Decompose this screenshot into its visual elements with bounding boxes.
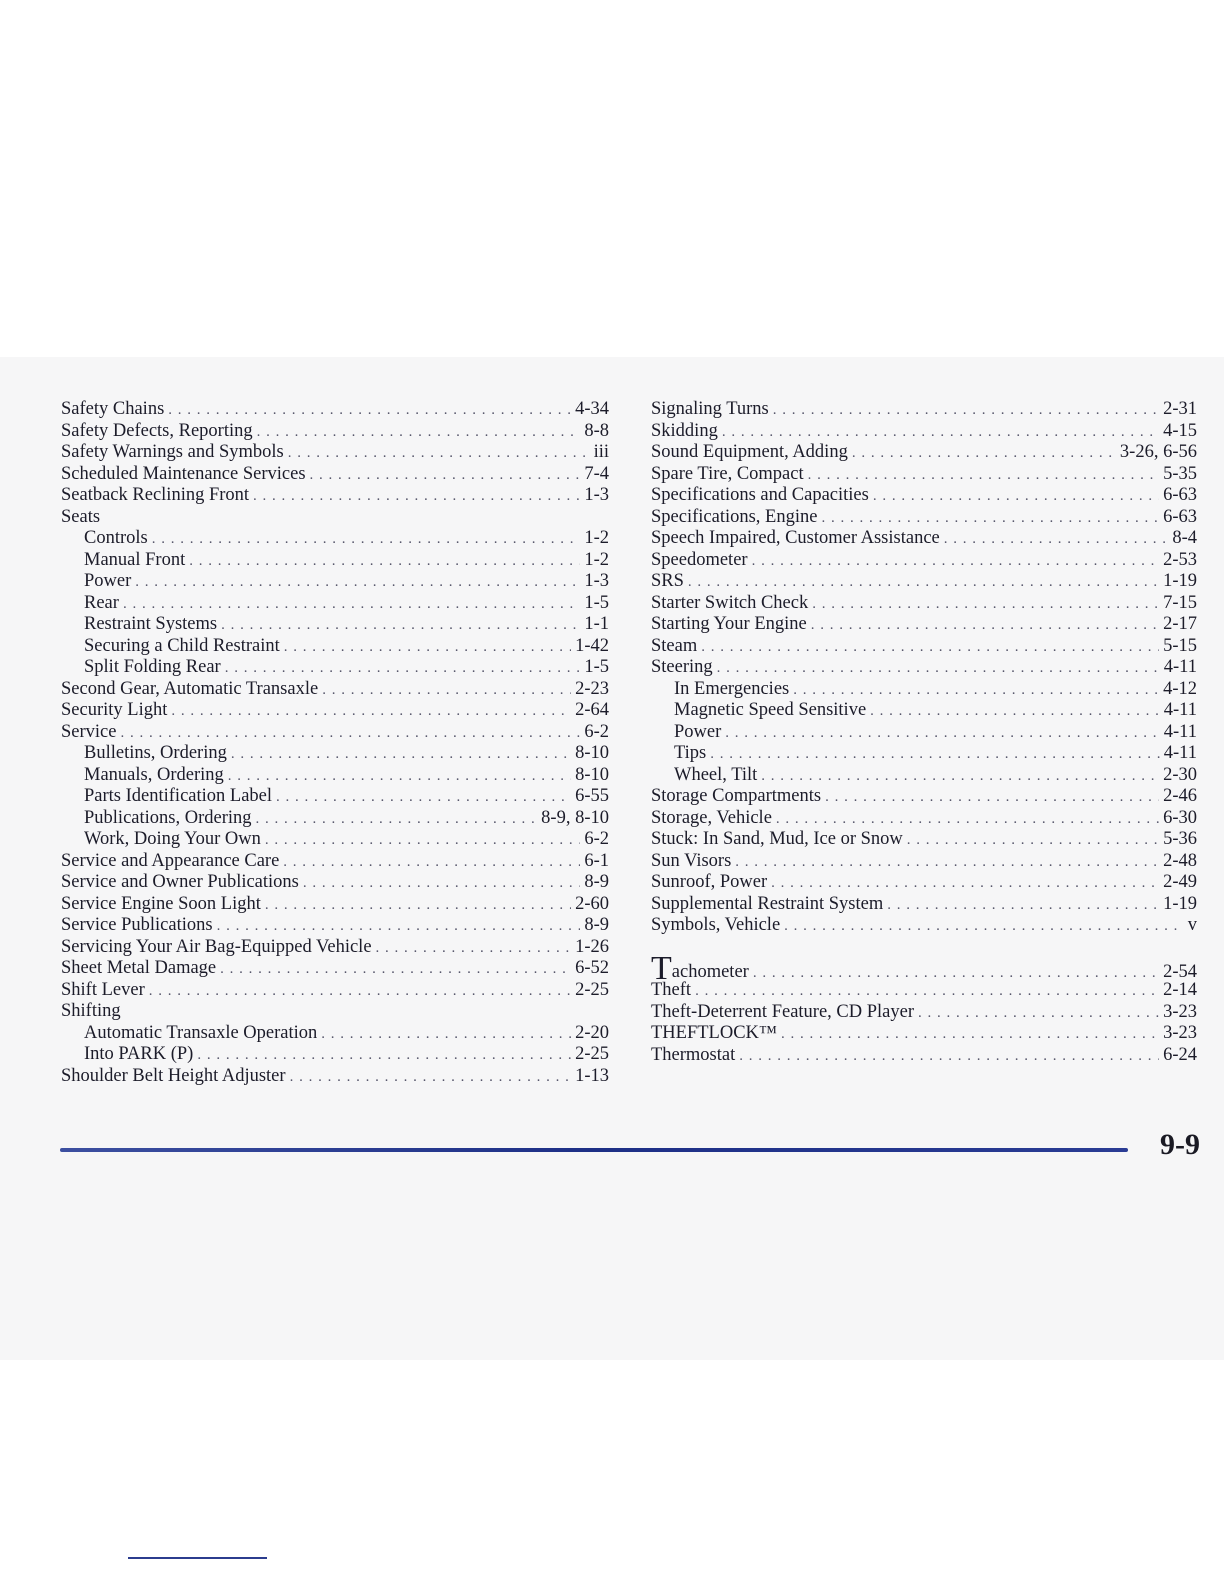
index-term: Controls: [84, 528, 148, 548]
index-page-ref: 3-23: [1163, 1001, 1197, 1022]
index-page-ref: 1-13: [575, 1065, 609, 1086]
index-page-ref: 7-4: [584, 463, 609, 484]
index-term: Shift Lever: [61, 979, 145, 1000]
index-term: Into PARK (P): [84, 1044, 194, 1064]
index-subentry: [61, 1023, 609, 1045]
index-page-ref: 6-52: [575, 958, 609, 978]
index-page-ref: 6-1: [584, 850, 609, 871]
footer-rule: [60, 1148, 1128, 1152]
dot-leader: [168, 400, 571, 422]
index-page-ref: 4-34: [575, 399, 609, 419]
index-entry: [61, 958, 609, 980]
index-term: Specifications and Capacities: [651, 485, 869, 505]
index-term: Shoulder Belt Height Adjuster: [61, 1065, 286, 1086]
dot-leader: [695, 981, 1159, 1003]
dot-leader: [722, 422, 1159, 444]
dot-leader: [776, 809, 1159, 831]
dot-leader: [225, 658, 581, 680]
dot-leader: [735, 852, 1159, 874]
dot-leader: [773, 400, 1159, 422]
index-entry: [651, 442, 1197, 464]
dot-leader: [288, 443, 590, 465]
index-term: Theft: [651, 980, 692, 1000]
dot-leader: [257, 422, 581, 444]
index-page-ref: 2-60: [575, 893, 609, 914]
index-term-text: achometer: [671, 961, 749, 982]
index-page-ref: 2-49: [1163, 872, 1197, 892]
dot-leader: [220, 959, 571, 981]
index-entry: [651, 915, 1197, 937]
index-page-ref: 1-19: [1163, 893, 1197, 914]
index-page-ref: 4-11: [1163, 700, 1197, 720]
index-term: Signaling Turns: [651, 399, 769, 419]
index-term: Publications, Ordering: [84, 807, 252, 828]
index-term: Symbols, Vehicle: [651, 915, 781, 935]
index-page-ref: 2-20: [575, 1022, 609, 1043]
dot-leader: [189, 551, 580, 573]
index-entry: [651, 1045, 1197, 1067]
index-page-ref: 7-15: [1163, 592, 1197, 613]
index-term: Seatback Reclining Front: [61, 485, 250, 505]
dot-leader: [310, 465, 581, 487]
index-term: Tips: [674, 743, 707, 763]
index-subentry: [61, 743, 609, 765]
index-subentry: [61, 808, 609, 830]
index-term: Thermostat: [651, 1044, 736, 1065]
dot-leader: [149, 981, 571, 1003]
index-term: Power: [674, 721, 722, 742]
index-page-ref: 4-15: [1163, 420, 1197, 441]
index-entry: [61, 980, 609, 1002]
index-term: Parts Identification Label: [84, 786, 273, 806]
index-term: Rear: [84, 592, 119, 613]
index-page-ref: 4-11: [1163, 743, 1197, 763]
index-term: Securing a Child Restraint: [84, 635, 280, 656]
index-term: In Emergencies: [674, 678, 790, 699]
index-term: Scheduled Maintenance Services: [61, 463, 306, 484]
index-page-ref: 2-46: [1163, 786, 1197, 806]
index-term: Sun Visors: [651, 850, 732, 871]
index-term: Storage Compartments: [651, 786, 822, 806]
index-term: Spare Tire, Compact: [651, 463, 804, 484]
index-subentry: [651, 722, 1197, 744]
dot-leader: [256, 809, 538, 831]
dot-leader: [221, 615, 580, 637]
index-entry: [651, 571, 1197, 593]
index-entry: [651, 485, 1197, 507]
dot-leader: [852, 443, 1116, 465]
index-subentry: [61, 614, 609, 636]
index-page-ref: 1-3: [584, 571, 609, 591]
index-term: Power: [84, 571, 132, 591]
index-entry: [61, 937, 609, 959]
dot-leader: [231, 744, 571, 766]
dot-leader: [781, 1024, 1159, 1046]
index-page-ref: 8-10: [575, 764, 609, 785]
index-entry: [651, 1002, 1197, 1024]
index-page-ref: 3-26, 6-56: [1119, 442, 1197, 462]
index-term: Sunroof, Power: [651, 872, 768, 892]
dot-leader: [322, 680, 571, 702]
dot-leader: [739, 1046, 1159, 1068]
index-page-ref: 8-9: [584, 915, 609, 935]
index-page-ref: 2-17: [1163, 614, 1197, 634]
index-term: Sound Equipment, Adding: [651, 442, 848, 462]
index-entry: [651, 808, 1197, 830]
dot-leader: [873, 486, 1159, 508]
index-term: Servicing Your Air Bag-Equipped Vehicle: [61, 936, 372, 957]
dot-leader: [376, 938, 572, 960]
dot-leader: [761, 766, 1159, 788]
index-entry: [651, 786, 1197, 808]
index-term: Starter Switch Check: [651, 592, 809, 613]
index-page-ref: 2-64: [575, 700, 609, 720]
index-page-ref: 1-26: [575, 936, 609, 957]
dot-leader: [217, 916, 581, 938]
dot-leader: [321, 1024, 571, 1046]
index-page-ref: 1-19: [1163, 571, 1197, 591]
index-subentry: [61, 765, 609, 787]
dot-leader: [253, 486, 580, 508]
index-term: Manual Front: [84, 549, 186, 570]
dot-leader: [821, 508, 1159, 530]
index-page-ref: 1-5: [584, 592, 609, 613]
index-page-ref: 8-10: [575, 743, 609, 763]
index-term: Storage, Vehicle: [651, 807, 772, 828]
dot-leader: [811, 615, 1159, 637]
dot-leader: [283, 852, 580, 874]
dot-leader: [265, 895, 571, 917]
index-subentry: [61, 571, 609, 593]
index-subentry: [651, 679, 1197, 701]
dot-leader: [123, 594, 580, 616]
index-term: Restraint Systems: [84, 614, 218, 634]
index-entry: [651, 614, 1197, 636]
index-page-ref: 8-8: [584, 420, 609, 441]
index-page-ref: 2-54: [1163, 961, 1197, 982]
index-page-ref: 2-31: [1163, 399, 1197, 419]
index-entry: [651, 894, 1197, 916]
index-term: Supplemental Restraint System: [651, 893, 884, 914]
dot-leader: [303, 873, 580, 895]
index-subentry: [61, 829, 609, 851]
index-term: THEFTLOCK™: [651, 1023, 778, 1043]
index-page-ref: 6-24: [1163, 1044, 1197, 1065]
dot-leader: [793, 680, 1159, 702]
section-gap: [651, 937, 1197, 959]
index-column-right: [651, 399, 1197, 1066]
dot-leader: [725, 723, 1159, 745]
index-term: Starting Your Engine: [651, 614, 807, 634]
dot-leader: [812, 594, 1159, 616]
index-heading: Shifting: [61, 1001, 121, 1021]
index-page-ref: 1-42: [575, 635, 609, 656]
index-term: Speech Impaired, Customer Assistance: [651, 528, 940, 548]
index-page-ref: 8-9, 8-10: [541, 807, 609, 828]
index-term: Steering: [651, 657, 713, 677]
index-term: Service Engine Soon Light: [61, 893, 261, 914]
index-column-left: [61, 399, 609, 1087]
index-page-ref: 2-25: [575, 979, 609, 1000]
index-page-ref: 2-23: [575, 678, 609, 699]
index-entry: [651, 464, 1197, 486]
index-term: Wheel, Tilt: [674, 764, 758, 785]
dot-leader: [771, 873, 1159, 895]
index-page-ref: 8-4: [1172, 528, 1197, 548]
index-page-ref: 5-36: [1163, 829, 1197, 849]
index-term: Skidding: [651, 420, 718, 441]
index-term: Automatic Transaxle Operation: [84, 1022, 318, 1043]
index-entry: [61, 485, 609, 507]
index-entry: [61, 851, 609, 873]
index-term: Steam: [651, 635, 698, 656]
index-term: Work, Doing Your Own: [84, 829, 261, 849]
index-subentry: [651, 765, 1197, 787]
index-entry: [61, 442, 609, 464]
index-entry: [61, 679, 609, 701]
index-term: Second Gear, Automatic Transaxle: [61, 678, 319, 699]
index-page-ref: 1-5: [584, 657, 609, 677]
dot-leader: [276, 787, 571, 809]
section-drop-cap: T: [651, 949, 672, 987]
index-term: Safety Defects, Reporting: [61, 420, 253, 441]
index-entry: [61, 872, 609, 894]
dot-leader: [710, 744, 1160, 766]
index-entry: [651, 550, 1197, 572]
index-page-ref: 6-2: [584, 721, 609, 742]
index-subentry: [61, 550, 609, 572]
index-page-ref: 3-23: [1163, 1023, 1197, 1043]
index-entry: [651, 872, 1197, 894]
index-page-ref: 6-30: [1163, 807, 1197, 828]
dot-leader: [197, 1045, 571, 1067]
index-page-ref: 1-2: [584, 528, 609, 548]
dot-leader: [152, 529, 581, 551]
index-entry: [651, 949, 1197, 987]
index-page-ref: 2-48: [1163, 850, 1197, 871]
index-entry: [61, 1066, 609, 1088]
index-term: Security Light: [61, 700, 168, 720]
page-number: 9-9: [1160, 1128, 1200, 1161]
dot-leader: [825, 787, 1159, 809]
dot-leader: [784, 916, 1184, 938]
dot-leader: [918, 1003, 1159, 1025]
index-page-ref: 2-25: [575, 1044, 609, 1064]
index-entry: [61, 464, 609, 486]
index-term: Split Folding Rear: [84, 657, 221, 677]
index-term: Service and Appearance Care: [61, 850, 280, 871]
index-term: Stuck: In Sand, Mud, Ice or Snow: [651, 829, 903, 849]
index-page-ref: 4-12: [1163, 678, 1197, 699]
index-subentry: [61, 657, 609, 679]
bottom-link-underline: [128, 1557, 267, 1559]
index-page-ref: 2-14: [1163, 980, 1197, 1000]
dot-leader: [808, 465, 1159, 487]
dot-leader: [887, 895, 1159, 917]
index-page-ref: 6-63: [1163, 485, 1197, 505]
dot-leader: [265, 830, 580, 852]
dot-leader: [717, 658, 1160, 680]
index-entry: [651, 593, 1197, 615]
dot-leader: [944, 529, 1169, 551]
index-subentry: [651, 700, 1197, 722]
index-subentry: [61, 636, 609, 658]
index-page-ref: 1-1: [584, 614, 609, 634]
index-entry: [651, 657, 1197, 679]
index-entry: [651, 851, 1197, 873]
index-term: Safety Warnings and Symbols: [61, 442, 284, 462]
index-subentry: [651, 743, 1197, 765]
dot-leader: [688, 572, 1159, 594]
dot-leader: [907, 830, 1159, 852]
dot-leader: [120, 723, 580, 745]
index-entry: [651, 636, 1197, 658]
dot-leader: [290, 1067, 572, 1089]
index-page-ref: 4-11: [1163, 721, 1197, 742]
index-entry: [651, 399, 1197, 421]
index-term: Theft-Deterrent Feature, CD Player: [651, 1001, 915, 1022]
index-entry: [61, 915, 609, 937]
index-page-ref: 1-2: [584, 549, 609, 570]
index-page-ref: 6-2: [584, 829, 609, 849]
index-subentry: [61, 593, 609, 615]
index-term: Safety Chains: [61, 399, 165, 419]
index-subentry: [61, 528, 609, 550]
index-heading: Seats: [61, 506, 101, 527]
index-page-ref: 1-3: [584, 485, 609, 505]
index-entry: [61, 894, 609, 916]
index-term: Service and Owner Publications: [61, 872, 299, 892]
index-entry: [651, 421, 1197, 443]
index-entry: [61, 700, 609, 722]
index-term: Bulletins, Ordering: [84, 743, 227, 763]
index-term: Manuals, Ordering: [84, 764, 224, 785]
index-page-ref: v: [1187, 915, 1197, 935]
index-entry: [651, 528, 1197, 550]
dot-leader: [752, 551, 1160, 573]
index-subentry: [61, 786, 609, 808]
index-term: Specifications, Engine: [651, 506, 818, 527]
index-term: Magnetic Speed Sensitive: [674, 700, 867, 720]
index-term: Sheet Metal Damage: [61, 958, 217, 978]
index-page-ref: 5-15: [1163, 635, 1197, 656]
index-page-ref: 8-9: [584, 872, 609, 892]
index-entry: [651, 829, 1197, 851]
index-page-ref: 4-11: [1163, 657, 1197, 677]
index-entry: [651, 507, 1197, 529]
dot-leader: [171, 701, 571, 723]
dot-leader: [228, 766, 571, 788]
index-entry: [651, 980, 1197, 1002]
index-page-ref: 6-55: [575, 786, 609, 806]
index-entry: [61, 722, 609, 744]
dot-leader: [870, 701, 1160, 723]
index-page-ref: 2-30: [1163, 764, 1197, 785]
index-page-ref: 5-35: [1163, 463, 1197, 484]
dot-leader: [284, 637, 571, 659]
index-entry: [61, 399, 609, 421]
index-subentry: [61, 1044, 609, 1066]
dot-leader: [135, 572, 580, 594]
index-term: Speedometer: [651, 549, 748, 570]
index-term: SRS: [651, 571, 684, 591]
index-page-ref: 2-53: [1163, 549, 1197, 570]
index-page-ref: iii: [593, 442, 609, 462]
dot-leader: [701, 637, 1159, 659]
index-term: Service: [61, 721, 117, 742]
index-entry: [651, 1023, 1197, 1045]
index-entry: [61, 421, 609, 443]
index-term: Service Publications: [61, 915, 213, 935]
index-page-ref: 6-63: [1163, 506, 1197, 527]
